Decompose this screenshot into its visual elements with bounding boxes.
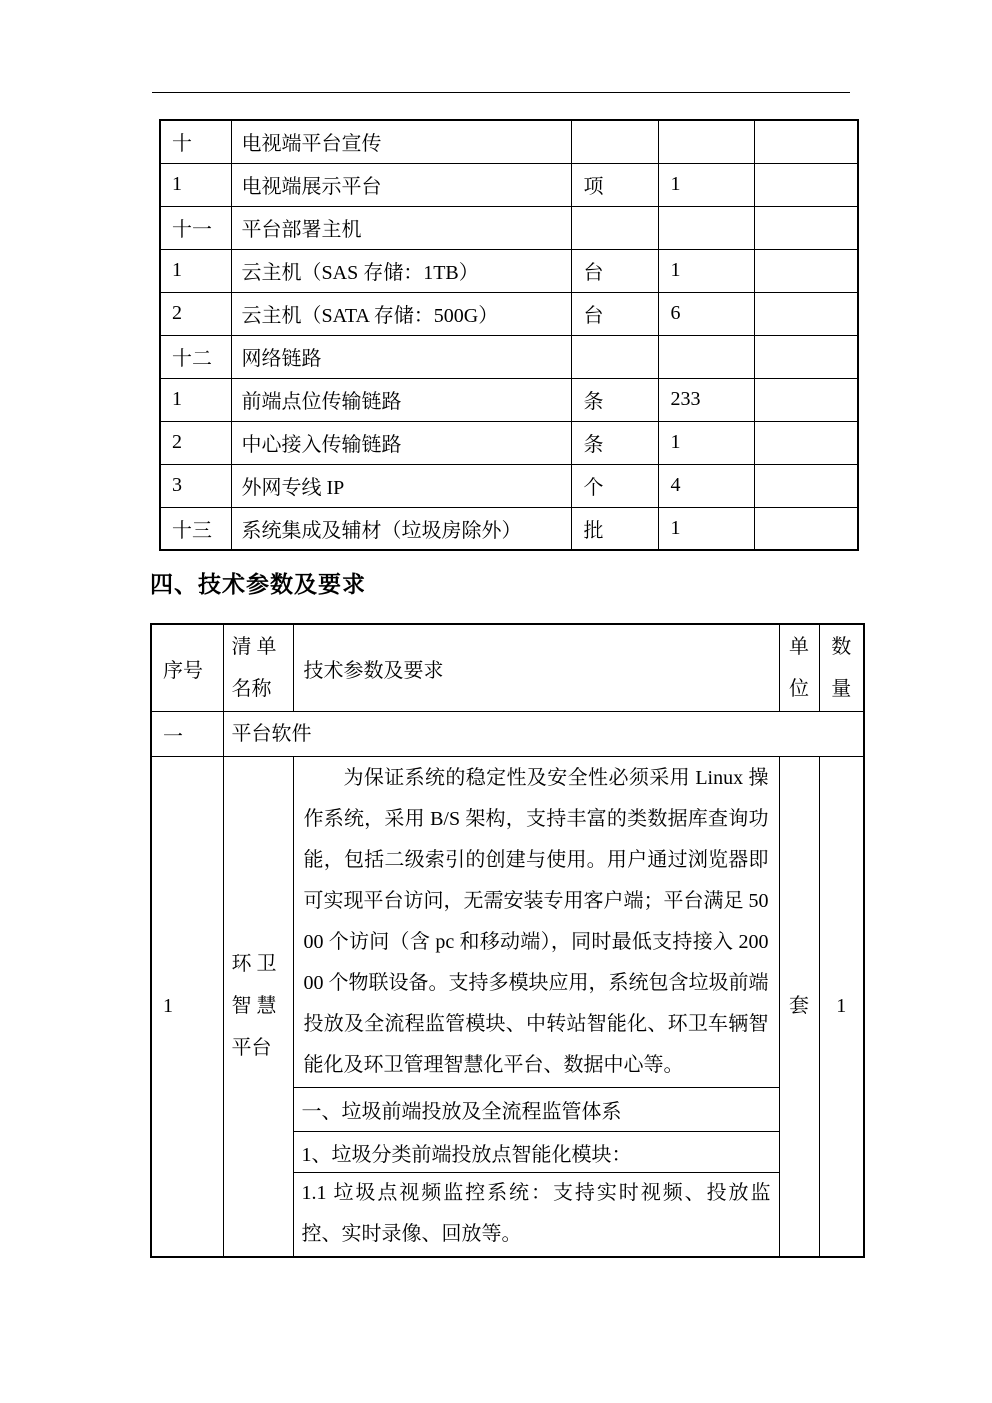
remark-cell xyxy=(754,335,858,378)
serial-cell: 十二 xyxy=(160,335,231,378)
spec-subrow-cell: 1.1 垃圾点视频监控系统：支持实时视频、投放监控、实时录像、回放等。 xyxy=(293,1173,779,1257)
table-row xyxy=(160,249,858,292)
col-header-qty-line1: 数 xyxy=(831,636,852,658)
category-row xyxy=(151,712,864,757)
serial-cell: 1 xyxy=(160,378,231,421)
remark-cell xyxy=(754,292,858,335)
unit-cell xyxy=(571,335,658,378)
quantity-cell xyxy=(658,335,754,378)
item-name-cell: 云主机（SATA 存储：500G） xyxy=(231,292,571,335)
col-header-list-name xyxy=(223,624,293,712)
quantity-cell xyxy=(658,120,754,163)
remark-cell xyxy=(754,464,858,507)
spec-paragraph: 为保证系统的稳定性及安全性必须采用 Linux 操作系统，采用 B/S 架构，支持丰富的类数据库查询功能，包括二级索引的创建与使用。用户通过浏览器即可实现平台访问，无需安装专用客户端；平台满足 5000 个访问（含 pc 和移动端），同时最低支持接入 20000 个物联设备。支持多模块应用，系统包含垃圾前端投放及全流程监管模块、中转站智能化、环卫车辆智能化及环卫管理智慧化平台、数据中心等。 xyxy=(303,767,769,1076)
col-header-unit xyxy=(779,624,819,712)
unit-cell: 个 xyxy=(571,464,658,507)
serial-cell: 十 xyxy=(160,120,231,163)
item-name-cell: 云主机（SAS 存储：1TB） xyxy=(231,249,571,292)
col-header-list-name-line1: 清 单 xyxy=(231,636,277,658)
unit-cell: 台 xyxy=(571,292,658,335)
category-name-cell: 平台软件 xyxy=(223,712,864,757)
item-name-cell: 网络链路 xyxy=(231,335,571,378)
spec-paragraph-cell xyxy=(293,757,779,1088)
table-row xyxy=(160,378,858,421)
col-header-unit-line2: 位 xyxy=(789,678,809,700)
col-header-qty-line2: 量 xyxy=(831,678,852,700)
table-row xyxy=(160,335,858,378)
quantity-cell: 1 xyxy=(658,249,754,292)
table-header-row xyxy=(151,624,864,712)
tech-params-table xyxy=(150,623,865,1258)
col-header-serial: 序号 xyxy=(151,624,223,712)
table-row xyxy=(160,292,858,335)
section-heading: 四、技术参数及要求 xyxy=(150,571,366,597)
unit-cell: 条 xyxy=(571,378,658,421)
equipment-list-table xyxy=(159,119,859,551)
item-name-line1: 环 卫 xyxy=(231,953,277,976)
unit-cell: 条 xyxy=(571,421,658,464)
quantity-cell: 1 xyxy=(658,507,754,550)
remark-cell xyxy=(754,421,858,464)
unit-cell: 台 xyxy=(571,249,658,292)
remark-cell xyxy=(754,120,858,163)
item-name-cell: 平台部署主机 xyxy=(231,206,571,249)
col-header-qty xyxy=(819,624,864,712)
serial-cell: 十三 xyxy=(160,507,231,550)
serial-cell: 1 xyxy=(160,163,231,206)
table-row xyxy=(160,464,858,507)
unit-cell: 批 xyxy=(571,507,658,550)
spec-subrow-cell: 一、垃圾前端投放及全流程监管体系 xyxy=(293,1088,779,1132)
serial-cell: 1 xyxy=(151,757,223,1257)
serial-cell: 2 xyxy=(160,421,231,464)
serial-cell: 2 xyxy=(160,292,231,335)
col-header-spec: 技术参数及要求 xyxy=(293,624,779,712)
serial-cell: 十一 xyxy=(160,206,231,249)
table-row xyxy=(160,507,858,550)
item-name-cell: 外网专线 IP xyxy=(231,464,571,507)
col-header-list-name-line2: 名称 xyxy=(231,678,272,700)
item-name-line2: 智 慧 xyxy=(231,995,277,1018)
serial-cell: 3 xyxy=(160,464,231,507)
remark-cell xyxy=(754,163,858,206)
remark-cell xyxy=(754,249,858,292)
table-row xyxy=(160,206,858,249)
quantity-cell: 233 xyxy=(658,378,754,421)
quantity-cell: 1 xyxy=(658,163,754,206)
table-row xyxy=(160,120,858,163)
quantity-cell: 6 xyxy=(658,292,754,335)
item-name-cell: 电视端平台宣传 xyxy=(231,120,571,163)
item-name-cell: 中心接入传输链路 xyxy=(231,421,571,464)
remark-cell xyxy=(754,507,858,550)
quantity-cell: 1 xyxy=(658,421,754,464)
unit-cell: 项 xyxy=(571,163,658,206)
serial-cell: 1 xyxy=(160,249,231,292)
quantity-cell: 1 xyxy=(819,757,864,1257)
remark-cell xyxy=(754,206,858,249)
serial-cell: 一 xyxy=(151,712,223,757)
unit-cell xyxy=(571,206,658,249)
col-header-unit-line1: 单 xyxy=(789,636,809,658)
spec-subrow-cell: 1、垃圾分类前端投放点智能化模块： xyxy=(293,1132,779,1173)
quantity-cell xyxy=(658,206,754,249)
table-row xyxy=(160,163,858,206)
quantity-cell: 4 xyxy=(658,464,754,507)
table-row xyxy=(160,421,858,464)
item-name-line3: 平台 xyxy=(231,1037,272,1060)
item-name-cell: 系统集成及辅材（垃圾房除外） xyxy=(231,507,571,550)
item-row xyxy=(151,757,864,1088)
item-name-cell: 电视端展示平台 xyxy=(231,163,571,206)
header-rule xyxy=(152,92,850,93)
item-name-cell xyxy=(223,757,293,1257)
remark-cell xyxy=(754,378,858,421)
item-name-cell: 前端点位传输链路 xyxy=(231,378,571,421)
unit-cell xyxy=(571,120,658,163)
unit-cell: 套 xyxy=(779,757,819,1257)
